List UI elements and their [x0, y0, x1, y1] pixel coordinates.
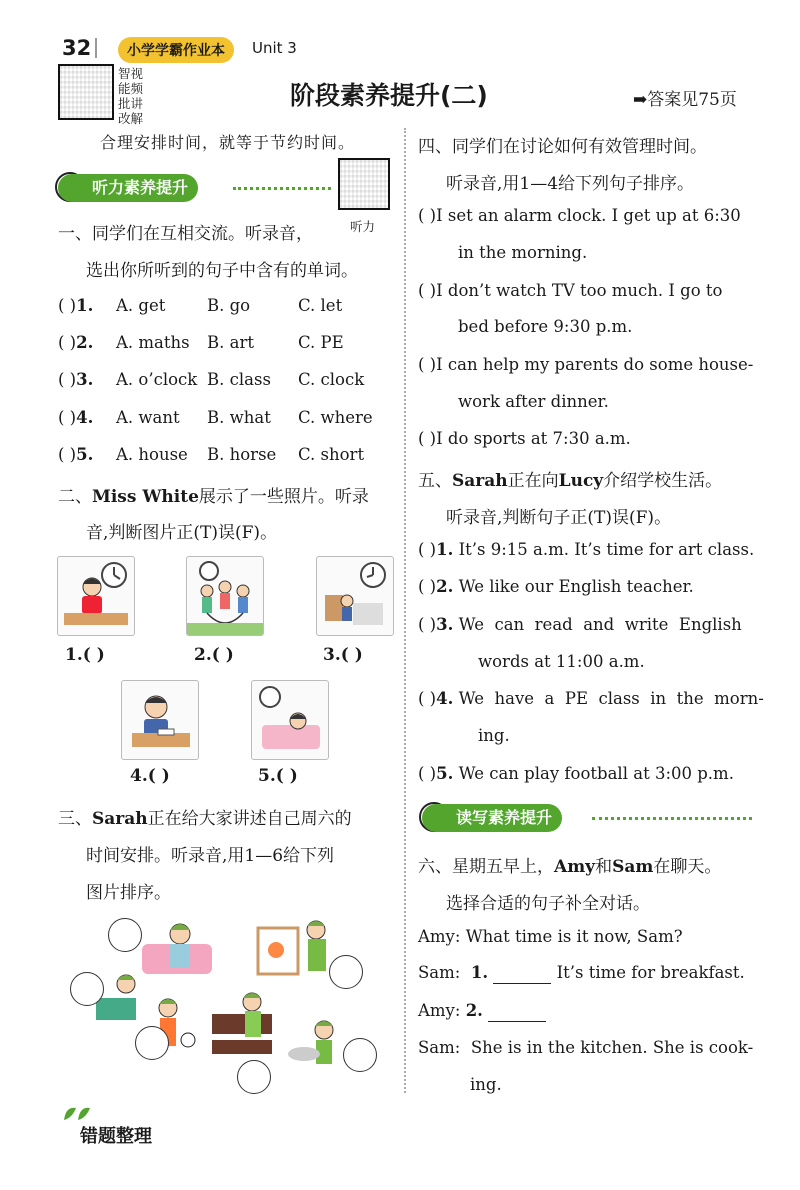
q2-subtitle: 音,判断图片正(T)误(F)。	[86, 523, 278, 543]
answer-bracket[interactable]: ( )	[58, 408, 77, 427]
list-item: ( )I can help my parents do some house-	[418, 355, 754, 374]
order-circle-5[interactable]	[237, 1060, 271, 1094]
order-circle-3[interactable]	[70, 972, 104, 1006]
scene-girl-cooking	[288, 1021, 333, 1064]
picture-kids-jump-rope	[186, 556, 264, 636]
column-divider	[404, 128, 406, 1093]
answer-bracket[interactable]: ( )	[418, 206, 437, 225]
qr-code-icon[interactable]	[58, 64, 114, 120]
list-item: ( )5. A. house B. horse C. short	[58, 445, 365, 464]
answer-bracket[interactable]: ( )	[418, 281, 437, 300]
picture-boy-homework	[121, 680, 199, 760]
answer-bracket[interactable]: ( )	[418, 577, 437, 596]
answer-bracket[interactable]: ( )	[58, 333, 77, 352]
pic-label-2[interactable]: 2.( )	[194, 645, 234, 665]
pic-label-1[interactable]: 1.( )	[65, 645, 105, 665]
scene-girl-painting	[258, 921, 326, 974]
qr-side-text: 智视 能频 批讲 改解	[118, 66, 144, 126]
answer-bracket[interactable]: ( )	[58, 296, 77, 315]
list-item-cont: bed before 9:30 p.m.	[458, 317, 633, 336]
picture-boy-eating	[57, 556, 135, 636]
q3-title: 三、Sarah正在给大家讲述自己周六的	[58, 809, 352, 829]
q5-title: 五、Sarah正在向Lucy介绍学校生活。	[418, 471, 723, 491]
q1-title: 一、同学们在互相交流。听录音，	[58, 224, 313, 244]
list-item-cont: in the morning.	[458, 243, 588, 262]
dialogue-line: Sam: She is in the kitchen. She is cook-	[418, 1038, 754, 1057]
motto: 合理安排时间，就等于节约时间。	[100, 133, 356, 152]
dialogue-line-cont: ing.	[470, 1075, 502, 1094]
listening-banner-label: 听力素养提升	[58, 174, 198, 202]
order-circle-1[interactable]	[108, 918, 142, 952]
order-circle-6[interactable]	[343, 1038, 377, 1072]
list-item: ( )4. A. want B. what C. where	[58, 408, 373, 427]
listening-qr-caption: 听力	[350, 219, 376, 234]
list-item-cont: work after dinner.	[458, 392, 609, 411]
list-item: ( )I set an alarm clock. I get up at 6:30	[418, 206, 741, 225]
scene-girl-bed	[142, 924, 212, 974]
banner-dots	[233, 187, 331, 190]
dialogue-line: Sam: 1. It’s time for breakfast.	[418, 963, 745, 982]
list-item: ( )3. We can read and write English	[418, 615, 742, 634]
order-circle-2[interactable]	[329, 955, 363, 989]
q4-subtitle: 听录音,用1—4给下列句子排序。	[446, 174, 695, 194]
pic-label-4[interactable]: 4.( )	[130, 766, 170, 786]
list-item-cont: words at 11:00 a.m.	[478, 652, 645, 671]
listening-banner	[58, 174, 338, 202]
banner-dots	[592, 817, 752, 820]
q6-subtitle: 选择合适的句子补全对话。	[446, 894, 650, 914]
pic-label-5[interactable]: 5.( )	[258, 766, 298, 786]
list-item: ( )2. A. maths B. art C. PE	[58, 333, 344, 352]
list-item: ( )1. It’s 9:15 a.m. It’s time for art class.	[418, 540, 755, 559]
list-item: ( )I don’t watch TV too much. I go to	[418, 281, 723, 300]
dialogue-line: Amy: What time is it now, Sam?	[418, 927, 683, 946]
pic-label-3[interactable]: 3.( )	[323, 645, 363, 665]
dialogue-line: Amy: 2.	[418, 1000, 546, 1022]
answer-bracket[interactable]: ( )	[58, 445, 77, 464]
leaf-icon	[62, 1104, 92, 1122]
header-divider	[95, 38, 97, 58]
picture-boy-school	[316, 556, 394, 636]
q6-title: 六、星期五早上，Amy和Sam在聊天。	[418, 857, 722, 877]
answer-bracket[interactable]: ( )	[418, 429, 437, 448]
series-badge: 小学学霸作业本	[118, 37, 234, 63]
answer-blank-1[interactable]	[493, 965, 551, 984]
answer-bracket[interactable]: ( )	[418, 615, 437, 634]
scene-girl-piano	[212, 993, 272, 1054]
q2-title: 二、Miss White展示了一些照片。听录	[58, 487, 369, 507]
writing-banner-label: 读写素养提升	[422, 804, 562, 832]
list-item: ( )3. A. o’clock B. class C. clock	[58, 370, 365, 389]
page-title: 阶段素养提升(二)	[290, 81, 488, 110]
answer-bracket[interactable]: ( )	[418, 764, 437, 783]
answer-reference: ➡答案见75页	[633, 90, 737, 110]
picture-girl-sleeping	[251, 680, 329, 760]
writing-banner	[422, 804, 752, 832]
list-item-cont: ing.	[478, 726, 510, 745]
unit-label: Unit 3	[252, 39, 297, 57]
list-item: ( )5. We can play football at 3:00 p.m.	[418, 764, 734, 783]
q3-line2: 时间安排。听录音,用1—6给下列	[86, 846, 335, 866]
page-number: 32	[62, 36, 92, 60]
list-item: ( )I do sports at 7:30 a.m.	[418, 429, 631, 448]
list-item: ( )1. A. get B. go C. let	[58, 296, 343, 315]
q3-line3: 图片排序。	[86, 883, 171, 903]
list-item: ( )2. We like our English teacher.	[418, 577, 694, 596]
q1-subtitle: 选出你所听到的句子中含有的单词。	[86, 261, 358, 281]
q5-subtitle: 听录音,判断句子正(T)误(F)。	[446, 508, 672, 528]
order-circle-4[interactable]	[135, 1026, 169, 1060]
list-item: ( )4. We have a PE class in the morn-	[418, 689, 764, 708]
listening-qr-icon[interactable]	[338, 158, 390, 210]
answer-blank-2[interactable]	[488, 1003, 546, 1022]
footer-label: 错题整理	[80, 1126, 152, 1147]
answer-bracket[interactable]: ( )	[58, 370, 77, 389]
q4-title: 四、同学们在讨论如何有效管理时间。	[418, 137, 707, 157]
answer-bracket[interactable]: ( )	[418, 355, 437, 374]
answer-bracket[interactable]: ( )	[418, 540, 437, 559]
answer-bracket[interactable]: ( )	[418, 689, 437, 708]
